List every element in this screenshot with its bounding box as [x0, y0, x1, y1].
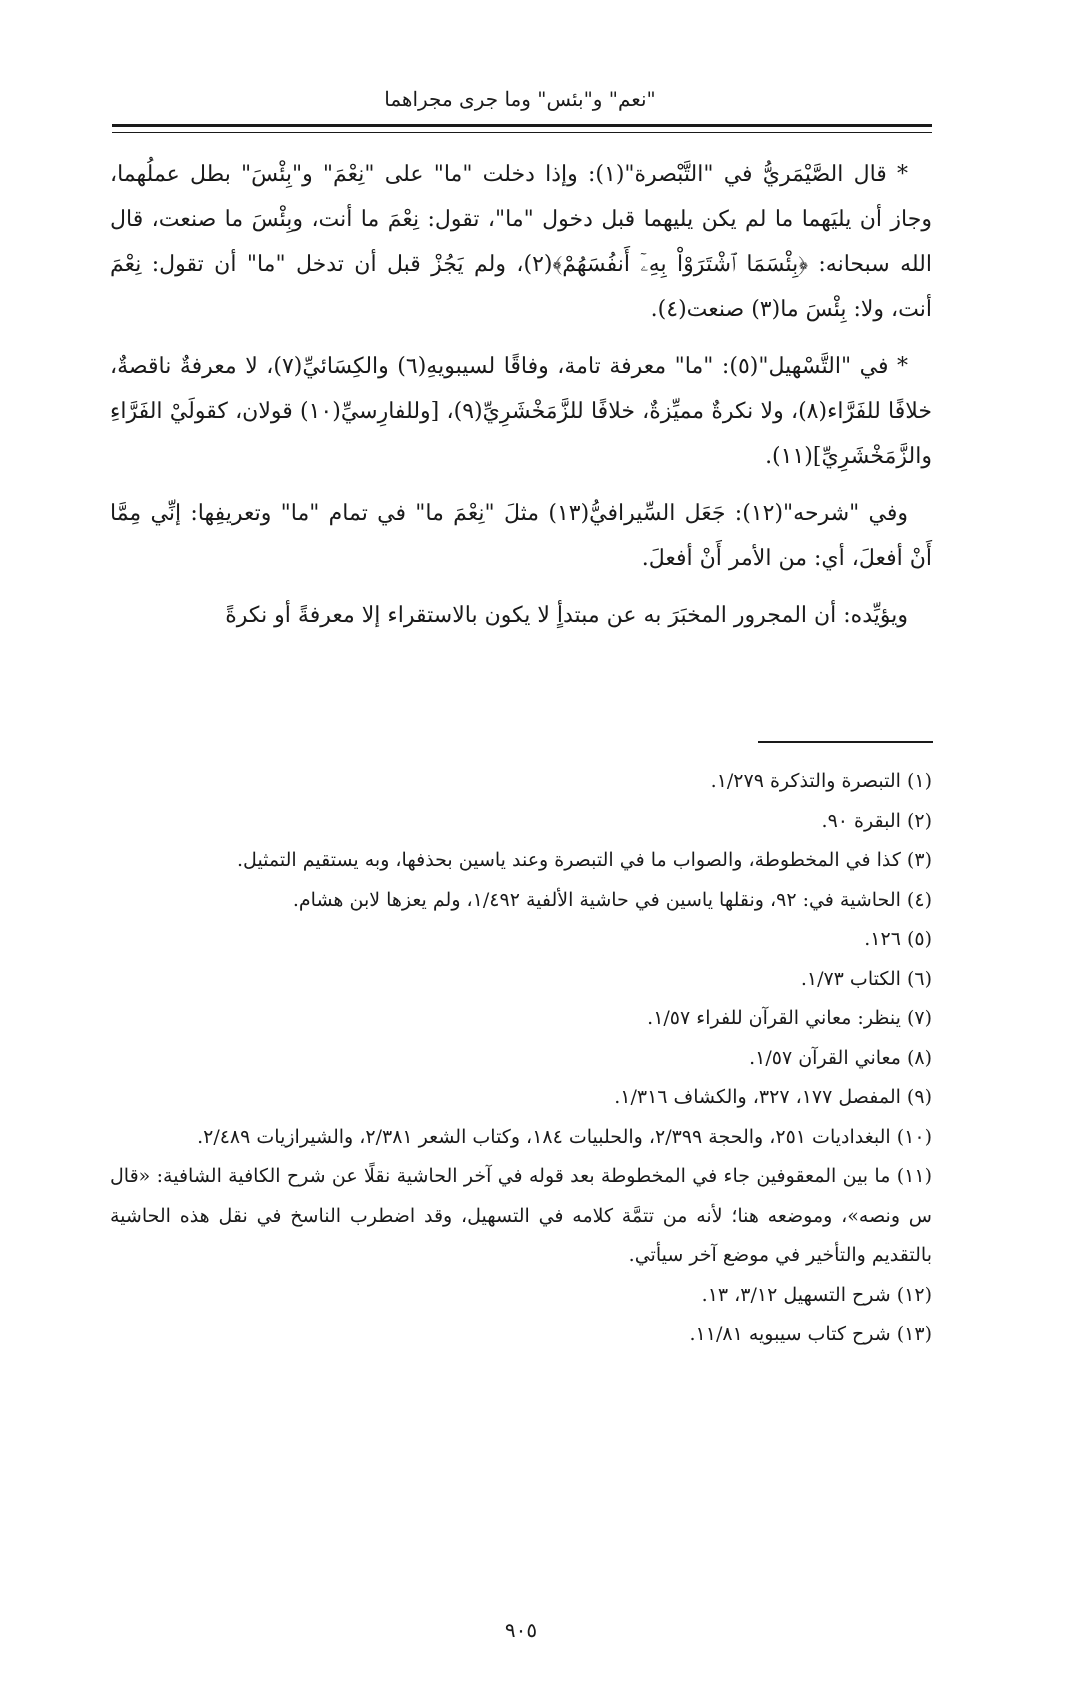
- footnote: (١٢) شرح التسهيل ٣/١٢، ١٣.: [701, 1283, 932, 1306]
- body-paragraph: ويؤيِّده: أن المجرور المخبَرَ به عن مبتدأٍ لا يكون بالاستقراء إلا معرفةً أو نكرةً: [225, 603, 908, 628]
- footnote: (٨) معاني القرآن ١/٥٧.: [749, 1046, 932, 1069]
- header-rule: [112, 124, 932, 127]
- footnote: (٥) ١٢٦.: [864, 928, 932, 950]
- running-header-title: "نعم" و"بئس" وما جرى مجراهما: [384, 87, 656, 111]
- main-text: [110, 152, 932, 650]
- footnote: (١٣) شرح كتاب سيبويه ١١/٨١.: [689, 1323, 932, 1345]
- footnote: (٦) الكتاب ١/٧٣.: [800, 967, 932, 990]
- footnote: (١) التبصرة والتذكرة ١/٢٧٩.: [710, 770, 932, 792]
- body-paragraph: * في "التَّسْهيل"(٥): "ما" معرفة تامة، وفاقًا لسيبويهِ(٦) والكِسَائيِّ(٧)، لا معرفةٌ ناقصةٌ، خلافًا للفَرَّاء(٨)، ولا نكرةٌ مميِّزةٌ، خلافًا للزَّمَخْشَرِيِّ(٩)، [وللفارِسيِّ(١٠) قولان، كقولَيْ الفَرَّاءِ والزَّمَخْشَرِيِّ](١١).: [110, 354, 933, 469]
- footnote: (٢) البقرة ٩٠.: [821, 809, 932, 832]
- footnote: (١١) ما بين المعقوفين جاء في المخطوطة بعد قوله في آخر الحاشية نقلًا عن شرح الكافية الشافية: «قال س ونصه»، وموضعه هنا؛ لأنه من تتمَّة كلامه في التسهيل، وقد اضطرب الناسخ في نقل هذه الحاشية بالتقديم والتأخير في موضع آخر سيأتي.: [110, 1165, 932, 1266]
- footnote: (٧) ينظر: معاني القرآن للفراء ١/٥٧.: [647, 1007, 932, 1029]
- footnote-separator: [758, 741, 933, 743]
- footnote: (١٠) البغداديات ٢٥١، والحجة ٢/٣٩٩، والحلبيات ١٨٤، وكتاب الشعر ٢/٣٨١، والشيرازيات ٢/٤٨٩.: [197, 1125, 932, 1148]
- footnote: (٤) الحاشية في: ٩٢، ونقلها ياسين في حاشية الألفية ١/٤٩٢، ولم يعزها لابن هشام.: [292, 888, 932, 911]
- body-paragraph: وفي "شرحه"(١٢): جَعَل السِّيرافيُّ(١٣) مثلَ "نِعْمَ ما" في تمام "ما" وتعريفِها: إنِّي مِمَّا أَنْ أفعلَ، أي: من الأمر أَنْ أفعلَ.: [110, 501, 932, 571]
- body-paragraph: * قال الصَّيْمَريُّ في "التَّبْصرة"(١): وإذا دخلت "ما" على "نِعْمَ" و"بِئْسَ" بطل عملُهما، وجاز أن يليَهما ما لم يكن يليهما قبل دخول "ما"، تقول: نِعْمَ ما أنت، وبِئْسَ ما صنعت، قال الله سبحانه: ﴿بِئْسَمَا ٱشْتَرَوْاْ بِهِۦٓ أَنفُسَهُمْ﴾(٢)، ولم يَجُزْ قبل أن تدخل "ما" أن تقول: نِعْمَ أنت، ولا: بِئْسَ ما(٣) صنعت(٤).: [110, 162, 932, 322]
- footnote: (٣) كذا في المخطوطة، والصواب ما في التبصرة وعند ياسين بحذفها، وبه يستقيم التمثيل.: [237, 849, 932, 871]
- header-rule-thin: [112, 132, 932, 133]
- footnote: (٩) المفصل ١٧٧، ٣٢٧، والكشاف ١/٣١٦.: [614, 1086, 932, 1108]
- footnotes-list: [110, 762, 932, 1355]
- page-number: ٩٠٥: [504, 1618, 538, 1642]
